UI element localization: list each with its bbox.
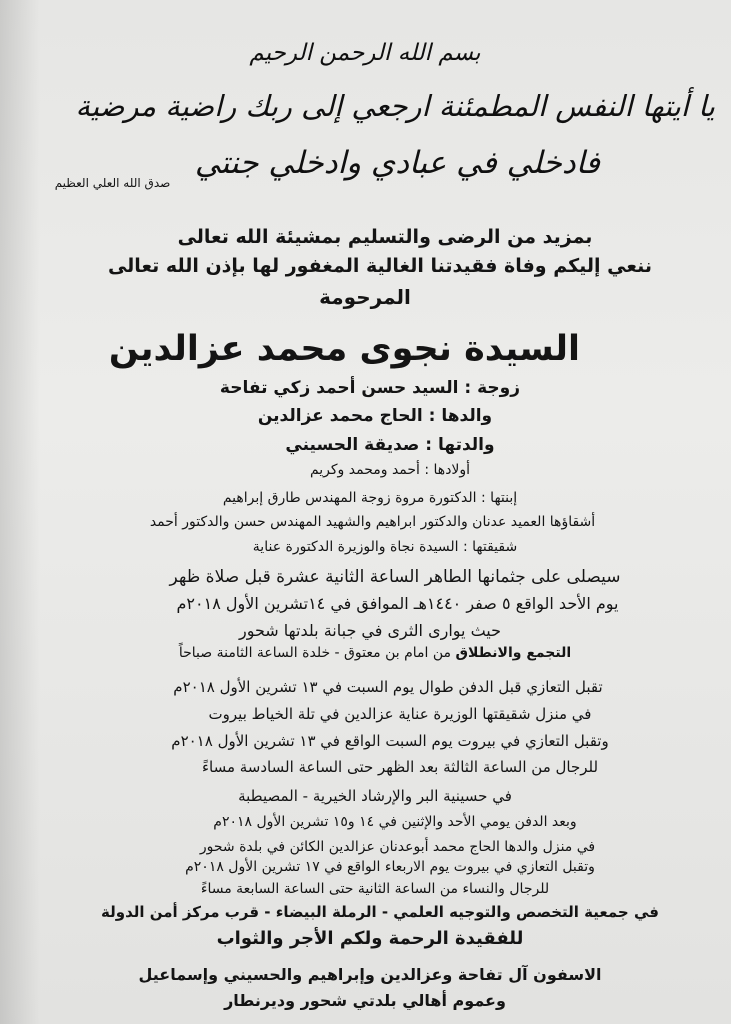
announcement-line-3: المرحومة — [319, 285, 411, 309]
mother-line: والدتها : صديقة الحسيني — [285, 435, 495, 455]
deceased-name: السيدة نجوى محمد عزالدين — [108, 329, 580, 369]
mourners-line-1: الاسفون آل تفاحة وعزالدين وإبراهيم والحسيني وإسماعيل — [138, 965, 602, 984]
announcement-line-1: بمزيد من الرضى والتسليم بمشيئة الله تعالى — [177, 226, 593, 248]
venue-line: في جمعية التخصص والتوجيه العلمي - الرملة البيضاء - قرب مركز أمن الدولة — [101, 903, 659, 921]
verse-line-2: فادخلي في عبادي وادخلي جنتي — [194, 145, 600, 181]
husband-line: زوجة : السيد حسن أحمد زكي تفاحة — [219, 378, 520, 398]
brothers-line: أشقاؤها العميد عدنان والدكتور ابراهيم والشهيد المهندس حسن والدكتور أحمد — [149, 514, 596, 530]
condolence-line-1: تقبل التعازي قبل الدفن طوال يوم السبت في ١٣ تشرين الأول ٢٠١٨م — [173, 678, 603, 696]
condolence-line-6: وبعد الدفن يومي الأحد والإثنين في ١٤ و١٥ تشرين الأول ٢٠١٨م — [213, 814, 577, 830]
mourners-line-2: وعموم أهالي بلدتي شحور وديرنطار — [224, 991, 506, 1010]
condolence-line-7: في منزل والدها الحاج محمد أبوعدنان عزالدين الكائن في بلدة شحور — [199, 839, 596, 855]
condolence-line-9: للرجال والنساء من الساعة الثانية حتى الساعة السابعة مساءً — [200, 881, 550, 897]
condolence-line-5: في حسينية البر والإرشاد الخيرية - المصيطبة — [238, 787, 512, 805]
gathering-line — [140, 646, 610, 660]
condolence-line-8: وتقبل التعازي في بيروت يوم الاربعاء الواقع في ١٧ تشرين الأول ٢٠١٨م — [185, 859, 595, 875]
daughter-line: إبنتها : الدكتورة مروة زوجة المهندس طارق إبراهيم — [222, 490, 518, 506]
funeral-line-1: سيصلى على جثمانها الطاهر الساعة الثانية عشرة قبل صلاة ظهر — [169, 567, 621, 587]
funeral-line-3: حيث يوارى الثرى في جبانة بلدتها شحور — [238, 621, 502, 640]
condolence-line-3: وتقبل التعازي في بيروت يوم السبت الواقع في ١٣ تشرين الأول ٢٠١٨م — [171, 732, 609, 750]
funeral-line-2: يوم الأحد الواقع ٥ صفر ١٤٤٠هـ الموافق في ١٤تشرين الأول ٢٠١٨م — [176, 594, 619, 613]
verse-line-1: يا أيتها النفس المطمئنة ارجعي إلى ربك راضية مرضية — [75, 89, 715, 123]
condolence-line-2: في منزل شقيقتها الوزيرة عناية عزالدين في تلة الخياط بيروت — [208, 705, 592, 723]
gathering-text: من امام بن معتوق - خلدة الساعة الثامنة صباحاً — [178, 645, 452, 661]
sisters-line: شقيقتها : السيدة نجاة والوزيرة الدكتورة عناية — [252, 539, 518, 555]
condolence-line-4: للرجال من الساعة الثالثة بعد الظهر حتى الساعة السادسة مساءً — [201, 758, 599, 776]
father-line: والدها : الحاج محمد عزالدين — [257, 406, 493, 426]
gathering-label: التجمع والانطلاق — [455, 645, 572, 661]
sons-line: أولادها : أحمد ومحمد وكريم — [309, 462, 471, 478]
prayer-line: للفقيدة الرحمة ولكم الأجر والثواب — [216, 928, 524, 949]
basmala: بسم الله الرحمن الرحيم — [249, 40, 481, 66]
page-shadow — [0, 0, 40, 1024]
sadaqa-text: صدق الله العلي العظيم — [54, 176, 171, 190]
announcement-line-2: ننعي إليكم وفاة فقيدتنا الغالية المغفور لها بإذن الله تعالى — [107, 255, 653, 277]
